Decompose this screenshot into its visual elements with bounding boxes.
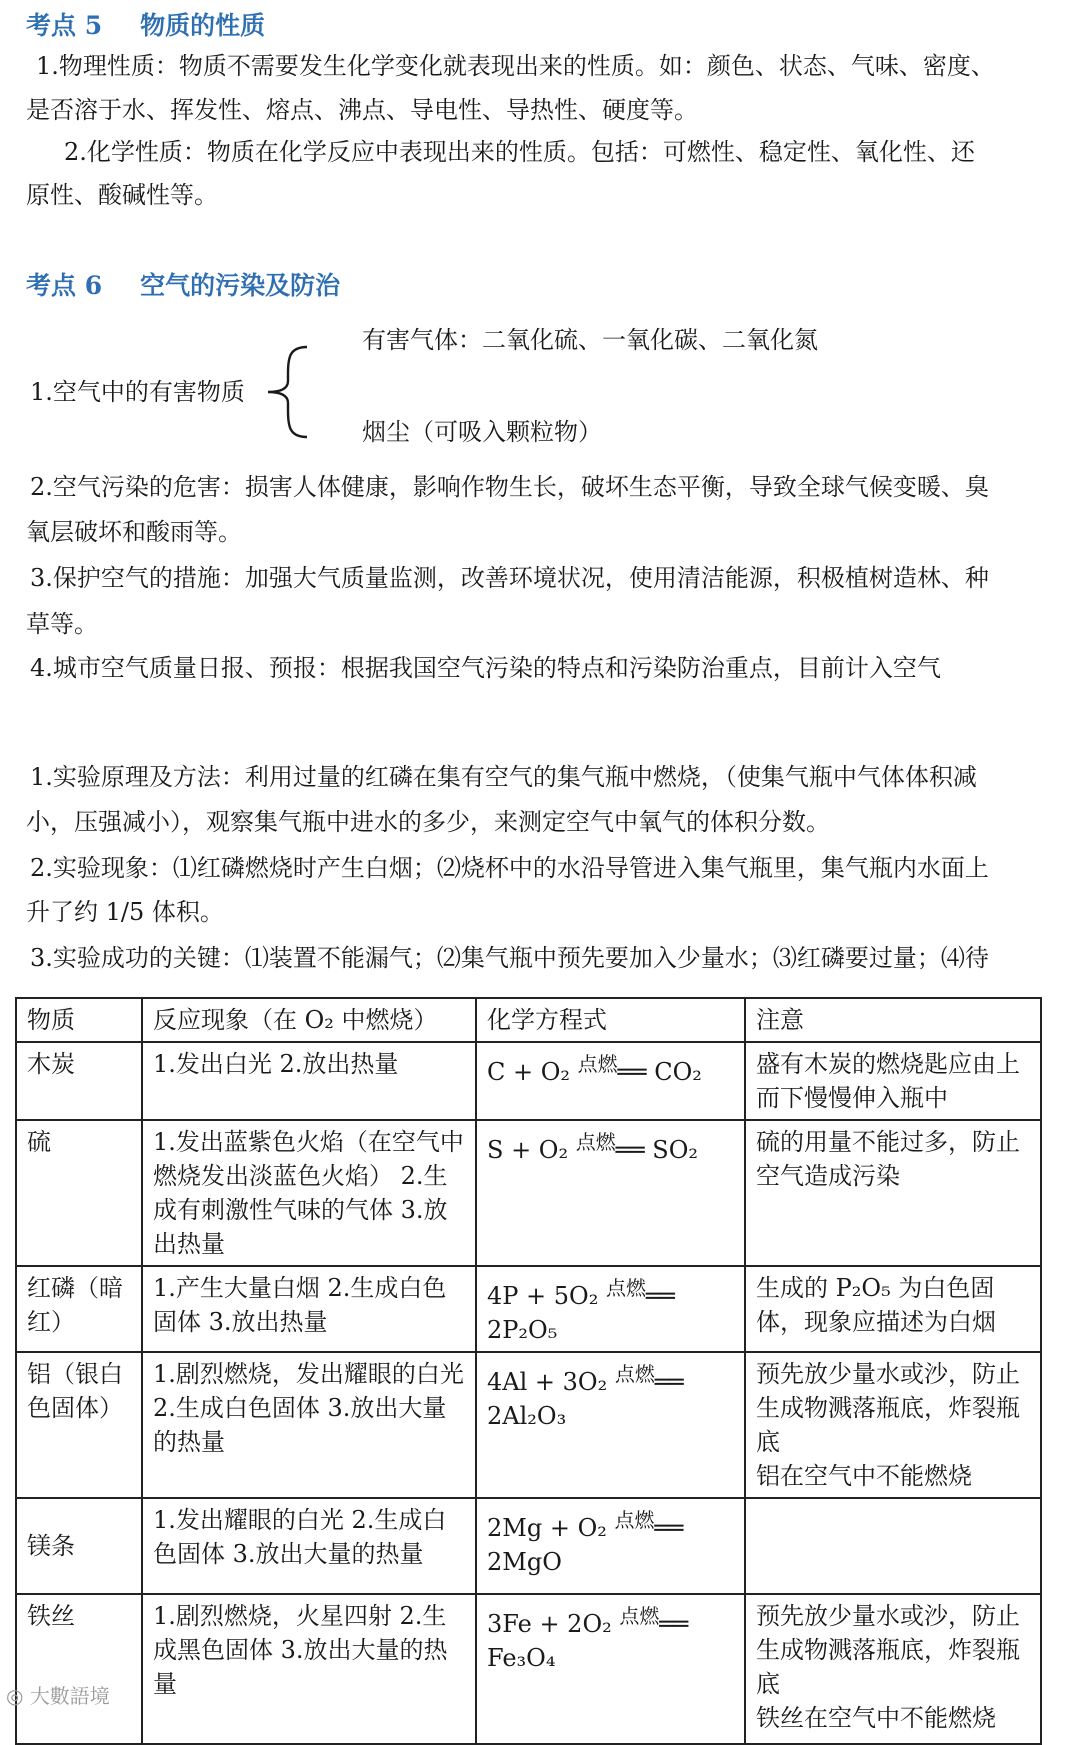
condition-label: 点燃	[606, 1276, 646, 1300]
paragraph: 1.物理性质：物质不需要发生化学变化就表现出来的性质。如：颜色、状态、气味、密度、	[36, 52, 995, 80]
paragraph: 2.化学性质：物质在化学反应中表现出来的性质。包括：可燃性、稳定性、氧化性、还	[64, 138, 975, 166]
paragraph: 原性、酸碱性等。	[26, 181, 218, 209]
paragraph: 2.实验现象：⑴红磷燃烧时产生白烟；⑵烧杯中的水沿导管进入集气瓶里，集气瓶内水面上	[30, 854, 989, 882]
paragraph: 3.保护空气的措施：加强大气质量监测，改善环境状况，使用清洁能源，积极植树造林、种	[30, 564, 989, 592]
equation-cell	[476, 1352, 745, 1498]
equation-cell	[476, 1498, 745, 1594]
table-row	[16, 1266, 1041, 1352]
equation-left: S + O₂	[487, 1136, 569, 1164]
condition-label: 点燃	[577, 1052, 618, 1076]
equation-cell	[476, 1594, 745, 1744]
table-row	[16, 1594, 1041, 1744]
brace-item: 烟尘（可吸入颗粒物）	[362, 418, 602, 446]
note-text: 预先放少量水或沙，防止生成物溅落瓶底，炸裂瓶底	[756, 1360, 1020, 1456]
condition-label: 点燃	[614, 1508, 655, 1532]
phenomenon-cell: 1.产生大量白烟 2.生成白色固体 3.放出热量	[142, 1266, 476, 1352]
paragraph: 是否溶于水、挥发性、熔点、沸点、导电性、导热性、硬度等。	[26, 96, 698, 124]
header-cell: 化学方程式	[476, 998, 745, 1042]
paragraph: 2.空气污染的危害：损害人体健康，影响作物生长，破坏生态平衡，导致全球气候变暖、臭	[30, 473, 989, 501]
header-cell: 注意	[745, 998, 1041, 1042]
brace-item: 有害气体：二氧化硫、一氧化碳、二氧化氮	[362, 326, 818, 354]
table-row	[16, 1120, 1041, 1266]
paragraph: 氧层破坏和酸雨等。	[26, 518, 242, 546]
phenomenon-cell: 1.剧烈燃烧，发出耀眼的白光 2.生成白色固体 3.放出大量的热量	[142, 1352, 476, 1498]
equation-cell	[476, 1120, 745, 1266]
section-5-heading	[26, 6, 265, 42]
reaction-arrow: $^{点燃}$══	[614, 1362, 684, 1396]
condition-label: 点燃	[619, 1604, 660, 1628]
phenomenon-cell: 1.发出蓝紫色火焰（在空气中燃烧发出淡蓝色火焰） 2.生成有刺激性气味的气体 3.放出热量	[142, 1120, 476, 1266]
reaction-arrow: $^{点燃}$══	[575, 1130, 653, 1164]
watermark	[6, 1680, 110, 1709]
equation-left: 3Fe + 2O₂	[487, 1610, 612, 1638]
equation-left: 2Mg + O₂	[487, 1514, 607, 1542]
equation-cell	[476, 1042, 745, 1120]
paragraph: 3.实验成功的关键：⑴装置不能漏气；⑵集气瓶中预先要加入少量水；⑶红磷要过量；⑷待	[30, 944, 989, 972]
equation-right: 2Al₂O₃	[487, 1402, 567, 1430]
note-cell: 盛有木炭的燃烧匙应由上而下慢慢伸入瓶中	[745, 1042, 1041, 1120]
note-cell	[745, 1498, 1041, 1594]
section-5-title: 物质的性质	[140, 11, 266, 40]
substance-cell: 铁丝	[16, 1594, 142, 1744]
phenomenon-cell: 1.发出白光 2.放出热量	[142, 1042, 476, 1120]
condition-label: 点燃	[575, 1130, 616, 1154]
table-row	[16, 1352, 1041, 1498]
substance-cell: 木炭	[16, 1042, 142, 1120]
section-6-heading	[26, 266, 340, 302]
section-6-title: 空气的污染及防治	[140, 271, 341, 300]
note-cell	[745, 1352, 1041, 1498]
section-5-label: 考点 5	[26, 11, 103, 40]
note-text: 铝在空气中不能燃烧	[756, 1462, 972, 1490]
section-6-label: 考点 6	[26, 271, 103, 300]
reaction-arrow: $^{点燃}$══	[619, 1604, 689, 1638]
table-row	[16, 1498, 1041, 1594]
paragraph: 小，压强减小），观察集气瓶中进水的多少，来测定空气中氧气的体积分数。	[26, 808, 830, 836]
phenomenon-cell: 1.剧烈燃烧，火星四射 2.生成黑色固体 3.放出大量的热量	[142, 1594, 476, 1744]
equation-right: SO₂	[652, 1136, 699, 1164]
equation-right: 2P₂O₅	[487, 1316, 558, 1344]
reaction-arrow: $^{点燃}$══	[606, 1276, 675, 1310]
table-header-row	[16, 998, 1041, 1042]
equation-left: 4Al + 3O₂	[487, 1368, 608, 1396]
watermark-text: 大數語境	[29, 1684, 110, 1708]
reaction-arrow: $^{点燃}$══	[614, 1508, 684, 1542]
substance-cell: 铝（银白色固体）	[16, 1352, 142, 1498]
header-cell: 反应现象（在 O₂ 中燃烧）	[142, 998, 476, 1042]
substance-cell: 镁条	[16, 1498, 142, 1594]
note-cell	[745, 1594, 1041, 1744]
substance-cell: 红磷（暗红）	[16, 1266, 142, 1352]
equation-right: CO₂	[654, 1058, 702, 1086]
combustion-table	[15, 997, 1042, 1745]
reaction-arrow: $^{点燃}$══	[577, 1052, 655, 1086]
phenomenon-cell: 1.发出耀眼的白光 2.生成白色固体 3.放出大量的热量	[142, 1498, 476, 1594]
paragraph: 升了约 1/5 体积。	[26, 898, 224, 926]
table-row	[16, 1042, 1041, 1120]
paragraph: 1.实验原理及方法：利用过量的红磷在集有空气的集气瓶中燃烧，（使集气瓶中气体体积减	[30, 763, 977, 791]
equation-left: C + O₂	[487, 1058, 571, 1086]
note-cell: 生成的 P₂O₅ 为白色固体，现象应描述为白烟	[745, 1266, 1041, 1352]
condition-label: 点燃	[614, 1362, 655, 1386]
note-cell: 硫的用量不能过多，防止空气造成污染	[745, 1120, 1041, 1266]
substance-cell: 硫	[16, 1120, 142, 1266]
equation-cell	[476, 1266, 745, 1352]
paragraph: 草等。	[26, 610, 98, 638]
header-cell: 物质	[16, 998, 142, 1042]
equation-left: 4P + 5O₂	[487, 1282, 599, 1310]
note-text: 预先放少量水或沙，防止生成物溅落瓶底，炸裂瓶底	[756, 1602, 1020, 1698]
watermark-icon: ◎	[6, 1684, 24, 1708]
note-text: 铁丝在空气中不能燃烧	[756, 1704, 996, 1732]
equation-right: Fe₃O₄	[487, 1644, 556, 1672]
brace-label: 1.空气中的有害物质	[30, 378, 245, 406]
paragraph: 4.城市空气质量日报、预报：根据我国空气污染的特点和污染防治重点，目前计入空气	[30, 654, 941, 682]
equation-right: 2MgO	[487, 1548, 562, 1576]
curly-brace	[262, 343, 312, 441]
